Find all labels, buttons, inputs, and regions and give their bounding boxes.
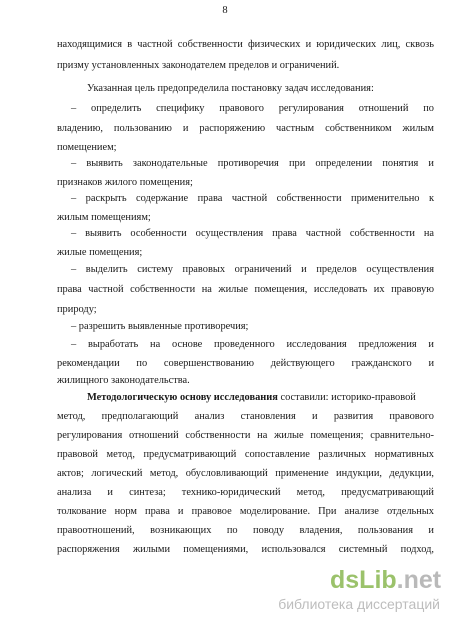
- text-line: рекомендации по совершенствованию действующего гражданского и: [57, 358, 434, 369]
- list-item: – выявить особенности осуществления права частной собственности на: [71, 228, 434, 239]
- dslib-logo: dsLib.net: [330, 566, 442, 594]
- text-line: находящимися в частной собственности физических и юридических лиц, сквозь: [57, 39, 434, 50]
- methodology-line: Методологическую основу исследования составили: историко-правовой: [87, 392, 416, 403]
- text-line: регулирования отношений собственности на жилые помещения; сравнительно-: [57, 430, 434, 441]
- text-line: толкование норм права и правовое моделирование. При анализе отдельных: [57, 506, 434, 517]
- watermark-subtitle: библиотека диссертаций: [278, 596, 440, 612]
- text-line: Указанная цель предопределила постановку задач исследования:: [87, 83, 374, 94]
- text-line: правоотношений, возникающих по поводу владения, пользования и: [57, 525, 434, 536]
- methodology-heading: Методологическую основу исследования: [87, 392, 278, 403]
- text-line: анализа и синтеза; технико-юридический метод, предусматривающий: [57, 487, 434, 498]
- text-line: метод, предполагающий анализ становления и развития правового: [57, 411, 434, 422]
- text-line: жилые помещения;: [57, 247, 143, 258]
- text-line: помещением;: [57, 142, 117, 153]
- text-line: распоряжения жилыми помещениями, использовался системный подход,: [57, 544, 434, 555]
- list-item: – определить специфику правового регулирования отношений по: [71, 103, 434, 114]
- list-item: – выработать на основе проведенного исследования предложения и: [71, 339, 434, 350]
- list-item: – раскрыть содержание права частной собственности применительно к: [71, 193, 434, 204]
- text-line: правовой метод, предусматривающий сопоставление различных нормативных: [57, 449, 434, 460]
- text-line: призму установленных законодателем пределов и ограничений.: [57, 60, 340, 71]
- list-item: – выделить систему правовых ограничений и пределов осуществления: [71, 264, 434, 275]
- text-line: права частной собственности на жилые помещения, исследовать их правовую: [57, 284, 434, 295]
- text-line: признаков жилого помещения;: [57, 177, 193, 188]
- list-item: – разрешить выявленные противоречия;: [71, 321, 249, 332]
- text-line: владению, пользованию и распоряжению частным собственником жилым: [57, 123, 434, 134]
- text-line: актов; логический метод, обусловливающий применение индукции, дедукции,: [57, 468, 434, 479]
- text-line: жилищного законодательства.: [57, 375, 190, 386]
- list-item: – выявить законодательные противоречия при определении понятия и: [71, 158, 434, 169]
- page-number: 8: [222, 5, 228, 16]
- text-line: жилым помещениям;: [57, 212, 151, 223]
- text-line: природу;: [57, 304, 97, 315]
